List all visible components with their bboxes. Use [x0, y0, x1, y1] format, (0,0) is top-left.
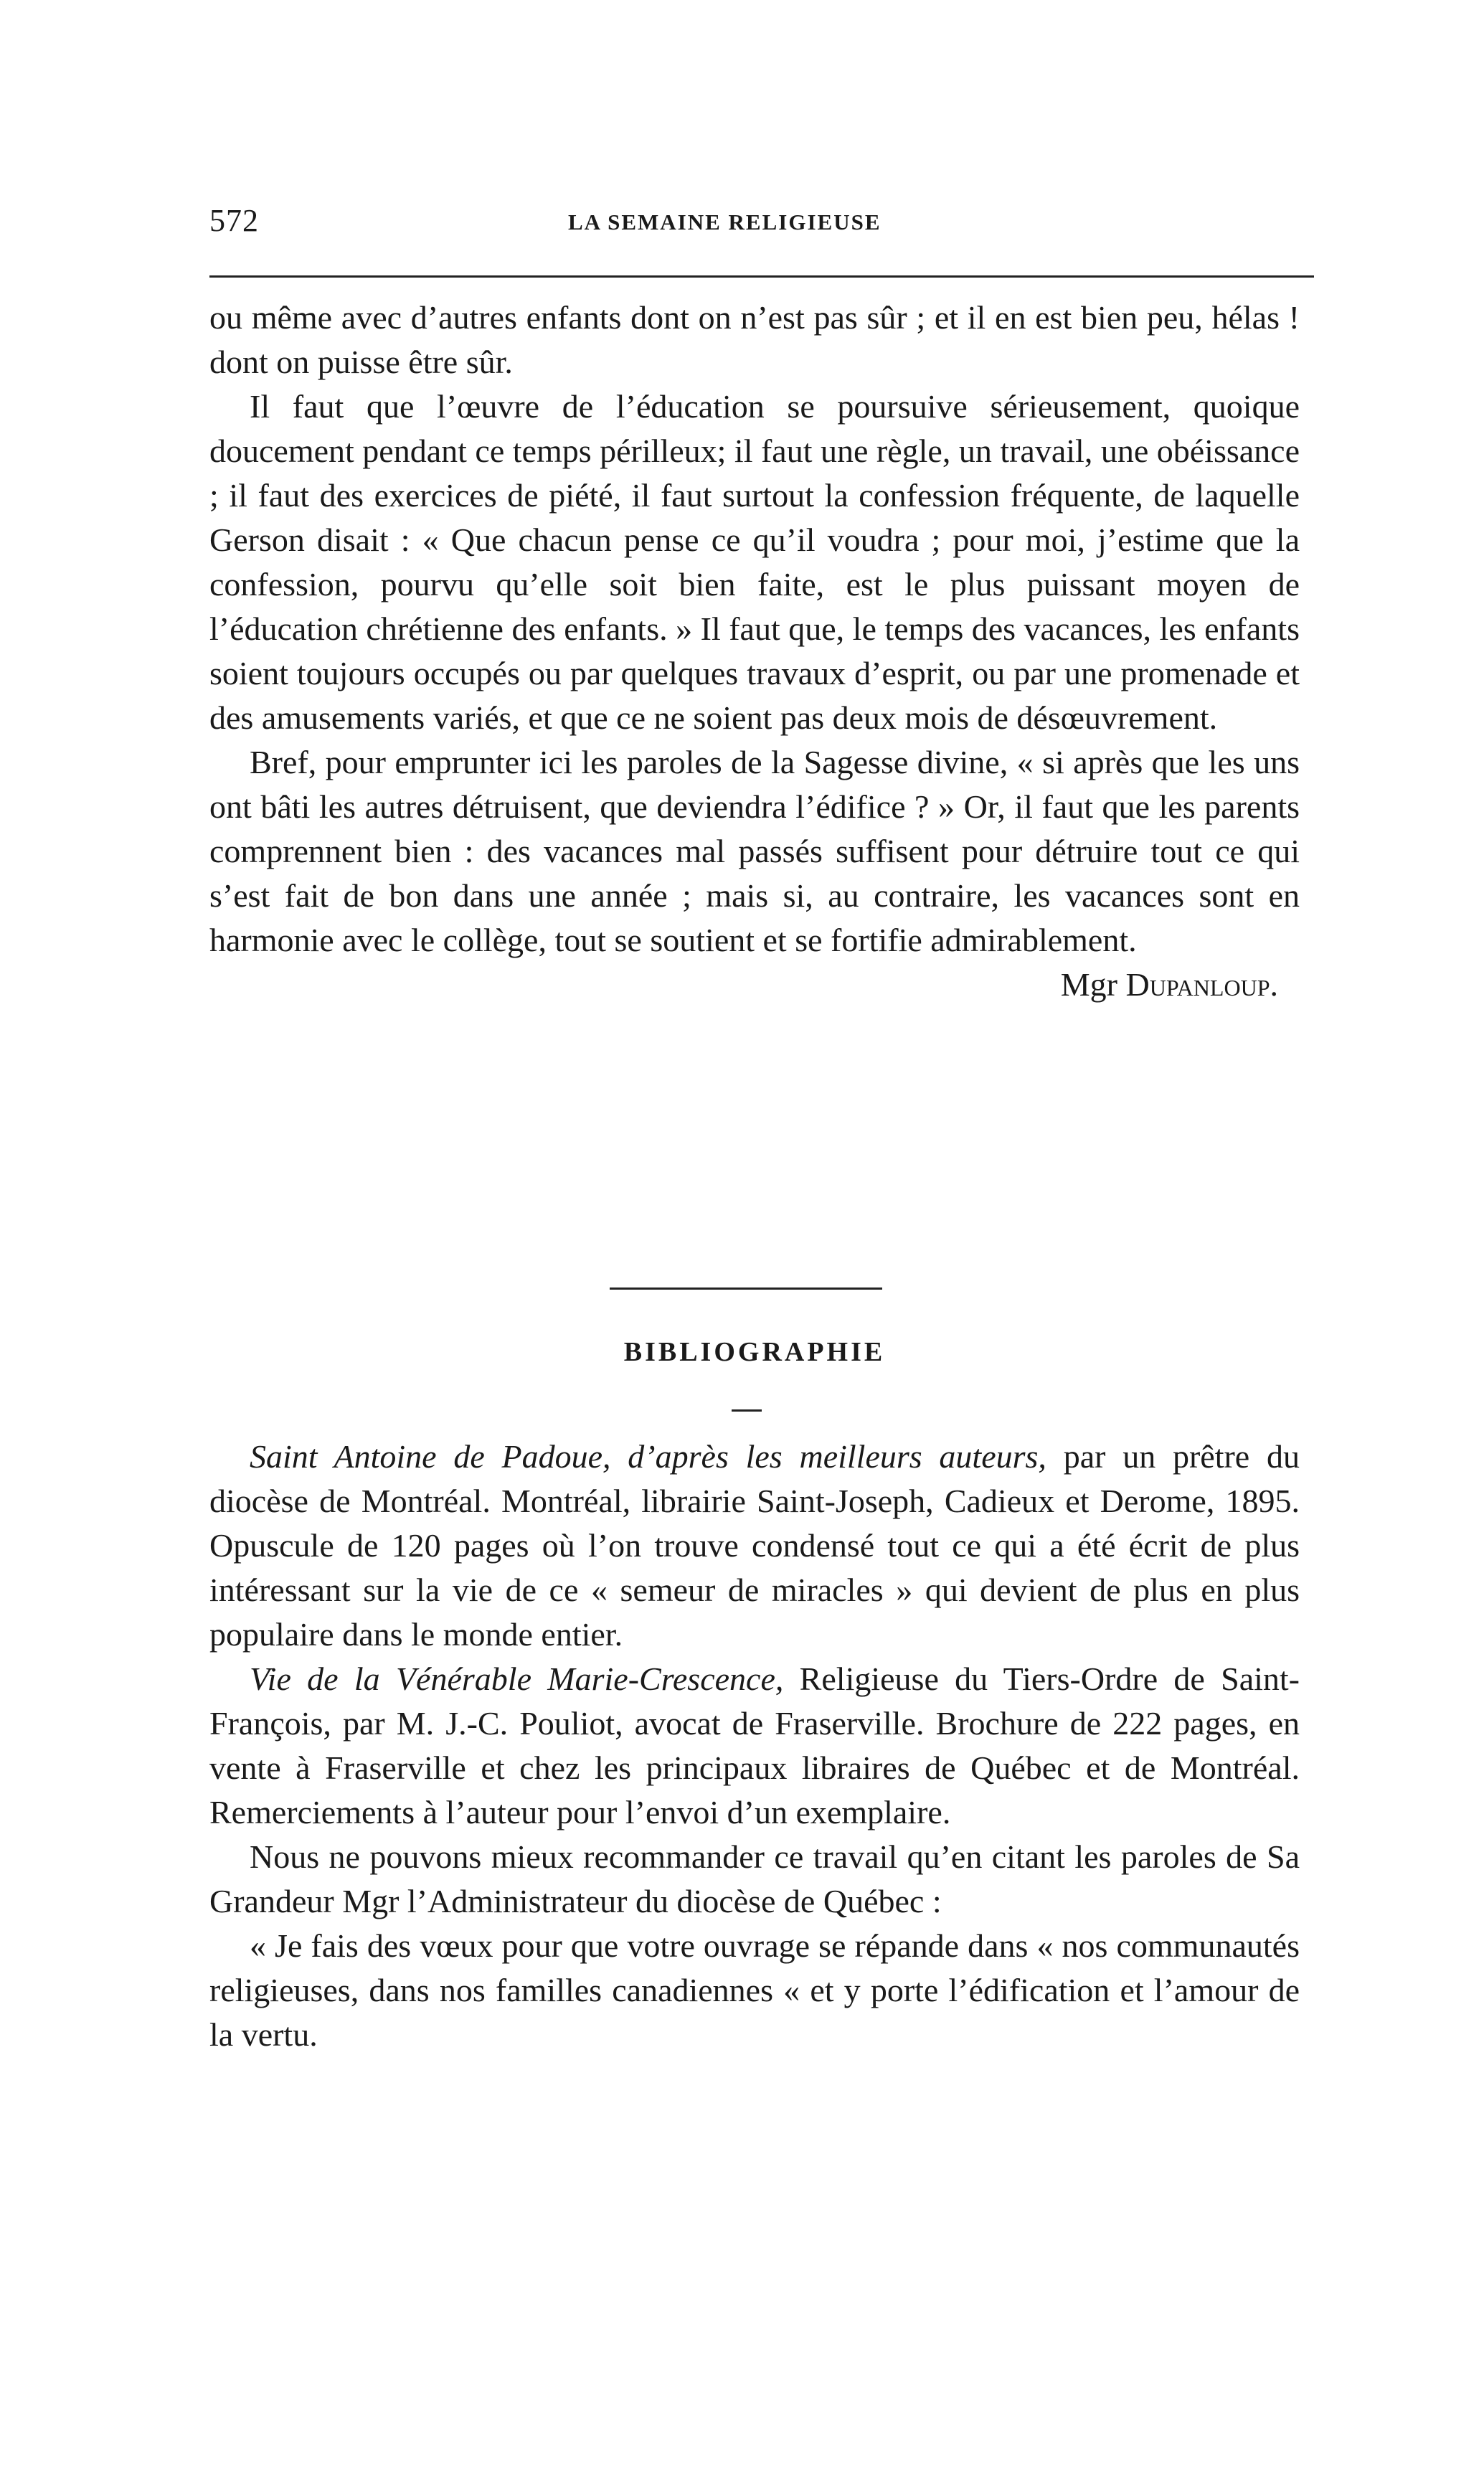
section-title: BIBLIOGRAPHIE	[623, 1337, 886, 1367]
article-continuation	[209, 296, 1300, 1007]
book-title: Vie de la Vénérable Marie-Crescence,	[250, 1660, 784, 1697]
bibliography-entry	[209, 1657, 1300, 1835]
entry-text: par un prêtre du diocèse de Montréal. Montréal, librairie Saint-Joseph, Cadieux et Derome, 1895. Opuscule de 120 pages où l’on trouve condensé tout ce qui a été écrit de plus intéressant sur la vie de ce « semeur de miracles » qui devient de plus en plus populaire dans le monde entier.	[209, 1438, 1300, 1653]
page-number: 572	[209, 203, 259, 238]
section-divider	[610, 1288, 882, 1290]
signature-name: Dupanloup.	[1125, 966, 1278, 1003]
signature	[209, 963, 1300, 1007]
bibliography-entry	[209, 1435, 1300, 1657]
quotation: « Je fais des vœux pour que votre ouvrage se répande dans « nos communautés religieuses, dans nos familles canadiennes « et y porte l’édification et l’amour de la vertu.	[209, 1927, 1300, 2053]
book-title: Saint Antoine de Padoue, d’après les meilleurs auteurs,	[250, 1438, 1046, 1475]
running-title: LA SEMAINE RELIGIEUSE	[568, 209, 882, 235]
paragraph: ou même avec d’autres enfants dont on n’est pas sûr ; et il en est bien peu, hélas ! dont on puisse être sûr.	[209, 299, 1300, 380]
page-header	[209, 202, 1314, 252]
paragraph: Bref, pour emprunter ici les paroles de la Sagesse divine, « si après que les uns ont bâti les autres détruisent, que deviendra l’édifice ? » Or, il faut que les parents comprennent bien : des vacances mal passés suffisent pour détruire tout ce qui s’est fait de bon dans une année ; mais si, au contraire, les vacances sont en harmonie avec le collège, tout se soutient et se fortifie admirablement.	[209, 744, 1300, 958]
paragraph: Nous ne pouvons mieux recommander ce travail qu’en citant les paroles de Sa Grandeur Mgr l’Administrateur du diocèse de Québec :	[209, 1838, 1300, 1919]
header-rule	[209, 275, 1314, 278]
paragraph: Il faut que l’œuvre de l’éducation se poursuive sérieusement, quoique doucement pendant ce temps périlleux; il faut une règle, un travail, une obéissance ; il faut des exercices de piété, il faut surtout la confession fréquente, de laquelle Gerson disait : « Que chacun pense ce qu’il voudra ; pour moi, j’estime que la confession, pourvu qu’elle soit bien faite, est le plus puissant moyen de l’éducation chrétienne des enfants. » Il faut que, le temps des vacances, les enfants soient toujours occupés ou par quelques travaux d’esprit, ou par une promenade et des amusements variés, et que ce ne soient pas deux mois de désœuvrement.	[209, 388, 1300, 736]
section-dash	[732, 1409, 762, 1412]
entry-text: Religieuse du Tiers-Ordre de Saint-François, par M. J.-C. Pouliot, avocat de Fraserville. Brochure de 222 pages, en vente à Fraserville et chez les principaux libraires de Québec et de Montréal. Remerciements à l’auteur pour l’envoi d’un exemplaire.	[209, 1660, 1300, 1830]
signature-prefix: Mgr	[1060, 966, 1126, 1003]
bibliography-section	[209, 1435, 1300, 2057]
